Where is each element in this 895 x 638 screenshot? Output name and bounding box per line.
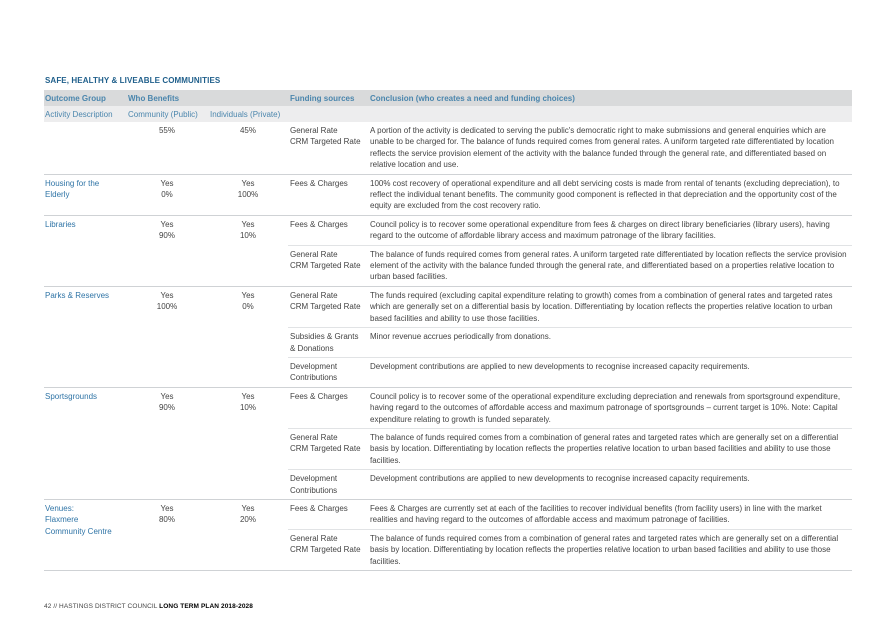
community-benefit-value: 55% bbox=[158, 126, 175, 135]
individual-benefit-value: Yes bbox=[241, 178, 255, 188]
individual-benefit-value: 0% bbox=[242, 302, 254, 312]
funding-source-cell: Fees & Charges bbox=[290, 178, 348, 188]
community-benefit-cell bbox=[126, 503, 208, 570]
funding-source-cell: Fees & Charges bbox=[290, 391, 348, 401]
section-title: SAFE, HEALTHY & LIVEABLE COMMUNITIES bbox=[45, 76, 221, 85]
subheader-community: Community (Public) bbox=[128, 109, 198, 119]
funding-rows bbox=[288, 122, 852, 174]
outcome-group-cell: Sportsgrounds bbox=[45, 391, 98, 401]
conclusion-cell: A portion of the activity is dedicated to serving the public's democratic right to make submissions and general enquiries which are unable to be charged for. The balance of funds required comes from general rates. A uniform targeted rate differentiated by location reflects the service provision element of the activity with the balance funded through the general rate, and differentiated based on relative location and use. bbox=[370, 126, 834, 170]
conclusion-cell: The balance of funds required comes from a combination of general rates and targeted rates which are generally set on a differential basis by location. Differentiating by location reflects the properties relative location to urban based facilities and ability to use those facilities. bbox=[370, 432, 839, 465]
conclusion-cell: Fees & Charges are currently set at each of the facilities to recover individual benefits (from facility users) in line with the market realities and having regard to the outcomes of affordable access and maximum patronage of facilities. bbox=[370, 503, 822, 525]
funding-rows bbox=[288, 500, 852, 570]
header-funding-sources: Funding sources bbox=[290, 93, 355, 103]
funding-row bbox=[288, 175, 852, 215]
funding-source-cell: Development Contributions bbox=[290, 474, 338, 495]
table-group bbox=[44, 500, 852, 571]
funding-source-cell: Fees & Charges bbox=[290, 219, 348, 229]
outcome-group-cell: Venues: Flaxmere Community Centre bbox=[45, 503, 112, 536]
funding-rows bbox=[288, 287, 852, 387]
funding-rows bbox=[288, 388, 852, 499]
funding-row bbox=[288, 530, 852, 570]
funding-row bbox=[288, 122, 852, 174]
community-benefit-cell bbox=[126, 178, 208, 215]
table-group bbox=[44, 287, 852, 388]
community-benefit-cell bbox=[126, 219, 208, 286]
funding-row bbox=[288, 388, 852, 429]
outcome-group-cell: Housing for the Elderly bbox=[45, 178, 100, 200]
individual-benefit-cell bbox=[208, 391, 288, 499]
funding-row bbox=[288, 246, 852, 286]
individual-benefit-cell bbox=[208, 219, 288, 286]
individual-benefit-value: Yes bbox=[241, 391, 255, 401]
funding-source-cell: Development Contributions bbox=[290, 361, 338, 383]
community-benefit-cell bbox=[126, 125, 208, 174]
funding-source-cell: General Rate CRM Targeted Rate bbox=[290, 290, 361, 312]
table-body bbox=[44, 122, 852, 571]
table-header bbox=[44, 90, 852, 106]
table-group bbox=[44, 388, 852, 500]
community-benefit-value: 90% bbox=[158, 403, 175, 413]
group-left bbox=[44, 216, 288, 286]
funding-table bbox=[44, 90, 852, 571]
conclusion-cell: Development contributions are applied to new developments to recognise increased capacity requirements. bbox=[370, 474, 750, 484]
individual-benefit-value: Yes bbox=[241, 503, 255, 513]
community-benefit-value: Yes bbox=[160, 503, 174, 513]
table-subheader bbox=[44, 106, 852, 122]
subheader-individuals: Individuals (Private) bbox=[210, 109, 281, 119]
community-benefit-cell bbox=[126, 290, 208, 387]
header-who-benefits: Who Benefits bbox=[128, 93, 180, 103]
individual-benefit-cell bbox=[208, 503, 288, 570]
funding-source-cell: General Rate CRM Targeted Rate bbox=[290, 249, 361, 271]
community-benefit-value: Yes bbox=[160, 219, 174, 229]
header-conclusion: Conclusion (who creates a need and funding choices) bbox=[370, 93, 575, 103]
funding-row bbox=[288, 429, 852, 470]
conclusion-cell: Council policy is to recover some operational expenditure from fees & charges on direct library beneficiaries (library users), having regard to the outcome of affordable library access and maximum patronage of the library facilities. bbox=[370, 219, 830, 241]
table-group bbox=[44, 122, 852, 175]
individual-benefit-value: 20% bbox=[239, 515, 256, 525]
community-benefit-cell bbox=[126, 391, 208, 499]
funding-source-cell: Subsidies & Grants & Donations bbox=[290, 332, 359, 353]
community-benefit-value: Yes bbox=[160, 290, 174, 300]
page-footer bbox=[44, 603, 253, 610]
individual-benefit-cell bbox=[208, 290, 288, 387]
group-left bbox=[44, 500, 288, 570]
funding-row bbox=[288, 216, 852, 246]
community-benefit-value: Yes bbox=[160, 178, 174, 188]
conclusion-cell: The funds required (excluding capital expenditure relating to growth) comes from a combination of general rates and targeted rates which are generally set on a differential basis by location. Differentiating by location reflects the properties relative location to urban based facilities and ability to use those facilities. bbox=[370, 290, 833, 323]
funding-source-cell: Fees & Charges bbox=[290, 503, 348, 513]
group-left bbox=[44, 388, 288, 499]
community-benefit-value: 100% bbox=[156, 302, 178, 312]
funding-row bbox=[288, 287, 852, 328]
group-left bbox=[44, 287, 288, 387]
funding-row bbox=[288, 358, 852, 387]
community-benefit-value: 80% bbox=[158, 515, 175, 525]
funding-rows bbox=[288, 216, 852, 286]
community-benefit-value: Yes bbox=[160, 391, 174, 401]
conclusion-cell: Development contributions are applied to new developments to recognise increased capacity requirements. bbox=[370, 361, 750, 371]
subheader-activity-description: Activity Description bbox=[45, 109, 113, 119]
group-left bbox=[44, 175, 288, 215]
conclusion-cell: The balance of funds required comes from a combination of general rates and targeted rates which are generally set on a differential basis by location. Differentiating by location reflects the properties relative location to urban based facilities and ability to use those facilities. bbox=[370, 533, 839, 566]
funding-source-cell: General Rate CRM Targeted Rate bbox=[290, 533, 361, 555]
community-benefit-value: 0% bbox=[161, 190, 173, 200]
footer-prefix: 42 // HASTINGS DISTRICT COUNCIL bbox=[44, 603, 160, 610]
funding-source-cell: General Rate CRM Targeted Rate bbox=[290, 126, 361, 147]
conclusion-cell: Minor revenue accrues periodically from donations. bbox=[370, 332, 551, 342]
conclusion-cell: The balance of funds required comes from general rates. A uniform targeted rate differentiated by location reflects the service provision element of the activity with the balance funded through the general rate, and differentiated based on a properties relative location to urban based facilities. bbox=[370, 249, 847, 282]
individual-benefit-cell bbox=[208, 125, 288, 174]
outcome-group-cell: Parks & Reserves bbox=[45, 290, 110, 300]
community-benefit-value: 90% bbox=[158, 231, 175, 241]
outcome-group-cell bbox=[44, 125, 126, 174]
funding-row bbox=[288, 470, 852, 499]
header-outcome-group: Outcome Group bbox=[45, 93, 106, 103]
table-group bbox=[44, 216, 852, 287]
individual-benefit-value: 10% bbox=[239, 403, 256, 413]
footer-plan-title: LONG TERM PLAN 2018-2028 bbox=[159, 603, 253, 610]
individual-benefit-cell bbox=[208, 178, 288, 215]
group-left bbox=[44, 122, 288, 174]
individual-benefit-value: Yes bbox=[241, 290, 255, 300]
outcome-group-cell: Libraries bbox=[45, 219, 76, 229]
funding-row bbox=[288, 500, 852, 530]
funding-row bbox=[288, 328, 852, 358]
individual-benefit-value: 45% bbox=[239, 126, 256, 135]
individual-benefit-value: Yes bbox=[241, 219, 255, 229]
individual-benefit-value: 10% bbox=[239, 231, 256, 241]
funding-source-cell: General Rate CRM Targeted Rate bbox=[290, 432, 361, 454]
funding-rows bbox=[288, 175, 852, 215]
table-group bbox=[44, 175, 852, 216]
individual-benefit-value: 100% bbox=[237, 190, 259, 200]
conclusion-cell: 100% cost recovery of operational expenditure and all debt servicing costs is made from rental of tenants (excluding depreciation), to reflect the individual tenant benefits. The community good component is reflected in that depreciation and the opportunity cost of the equity are excluded from the cost recovery ratio. bbox=[370, 178, 840, 211]
conclusion-cell: Council policy is to recover some of the operational expenditure excluding depreciation and renewals from sportsground expenditure, having regard to the outcomes of affordable access and maximum patronage of sportsgrounds – current target is 10%. Note: Capital expenditure relating to growth is funded separately. bbox=[370, 391, 841, 424]
